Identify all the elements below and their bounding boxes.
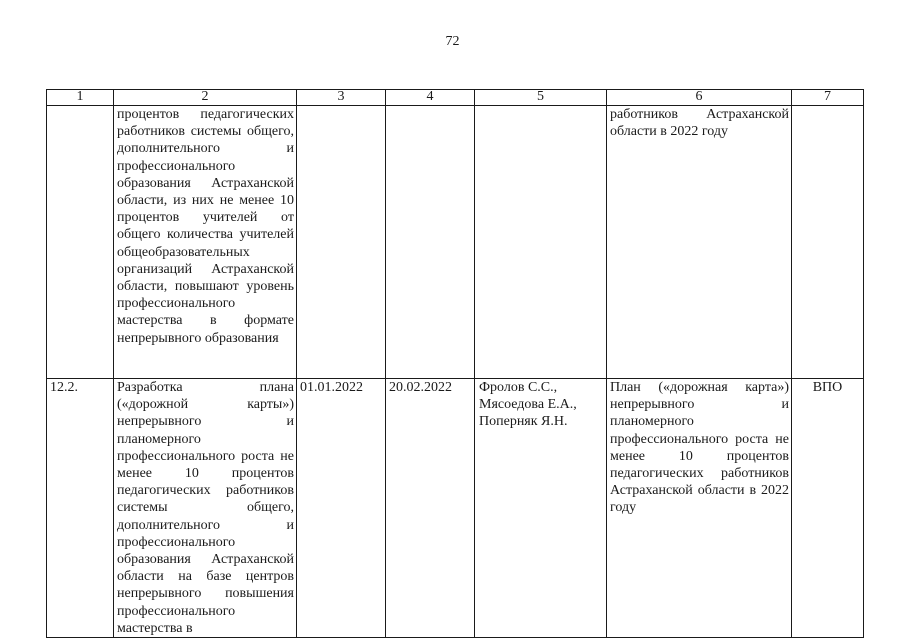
column-header-3: 3 <box>297 90 386 106</box>
cell-responsible <box>475 106 607 379</box>
column-header-7: 7 <box>792 90 864 106</box>
cell-start-date: 01.01.2022 <box>297 379 386 638</box>
cell-responsible: Фролов С.С., Мясоедова Е.А., Поперняк Я.Н. <box>475 379 607 638</box>
column-header-5: 5 <box>475 90 607 106</box>
column-header-6: 6 <box>607 90 792 106</box>
cell-result: работников Астраханской области в 2022 году <box>607 106 792 379</box>
cell-number: 12.2. <box>47 379 114 638</box>
cell-start-date <box>297 106 386 379</box>
plan-table <box>46 89 864 638</box>
cell-code <box>792 106 864 379</box>
cell-event-description: процентов педагогических работников системы общего, дополнительного и профессионального образования Астраханской области, из них не менее 10 процентов учителей от общего количества учителей общеобразовательных организаций Астраханской области, повышают уровень профессионального мастерства в формате непрерывного образования <box>114 106 297 379</box>
column-header-4: 4 <box>386 90 475 106</box>
cell-event-description: Разработка плана («дорожной карты») непрерывного и планомерного профессионального роста не менее 10 процентов педагогических работников системы общего, дополнительного и профессионального образования Астраханской области на базе центров непрерывного повышения профессионального мастерства в <box>114 379 297 638</box>
table-row-12-2 <box>47 379 864 638</box>
cell-end-date <box>386 106 475 379</box>
column-header-2: 2 <box>114 90 297 106</box>
cell-code: ВПО <box>792 379 864 638</box>
cell-result: План («дорожная карта») непрерывного и планомерного профессионального роста не менее 10 процентов педагогических работников Астраханской области в 2022 году <box>607 379 792 638</box>
cell-end-date: 20.02.2022 <box>386 379 475 638</box>
table-row-continuation <box>47 106 864 379</box>
cell-number <box>47 106 114 379</box>
column-header-1: 1 <box>47 90 114 106</box>
table-header-row <box>47 90 864 106</box>
page-number: 72 <box>445 34 460 49</box>
